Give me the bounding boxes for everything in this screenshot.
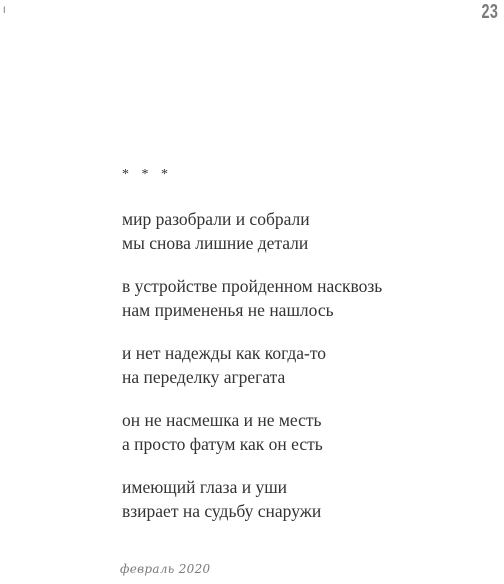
- poem-line: мы снова лишние детали: [122, 233, 309, 253]
- margin-mark: I: [3, 5, 6, 15]
- poem-line: и нет надежды как когда-то: [122, 343, 327, 363]
- stanza-3: [122, 341, 482, 389]
- poem: [122, 165, 482, 542]
- stanza-4: [122, 408, 482, 456]
- poem-body: [122, 207, 482, 523]
- page-number: 23: [481, 1, 498, 23]
- poem-line: в устройстве пройденном насквозь: [122, 276, 383, 296]
- poem-line: взирает на судьбу снаружи: [122, 501, 322, 521]
- stanza-2: [122, 274, 482, 322]
- poem-line: а просто фатум как он есть: [122, 434, 323, 454]
- poem-date: февраль 2020: [120, 562, 211, 576]
- poem-line: он не насмешка и не месть: [122, 410, 322, 430]
- poem-line: на переделку агрегата: [122, 367, 286, 387]
- stanza-1: [122, 207, 482, 255]
- poem-line: имеющий глаза и уши: [122, 477, 288, 497]
- poem-line: нам примененья не нашлось: [122, 300, 334, 320]
- section-separator: * * *: [122, 167, 168, 182]
- poem-line: мир разобрали и собрали: [122, 209, 310, 229]
- stanza-5: [122, 475, 482, 523]
